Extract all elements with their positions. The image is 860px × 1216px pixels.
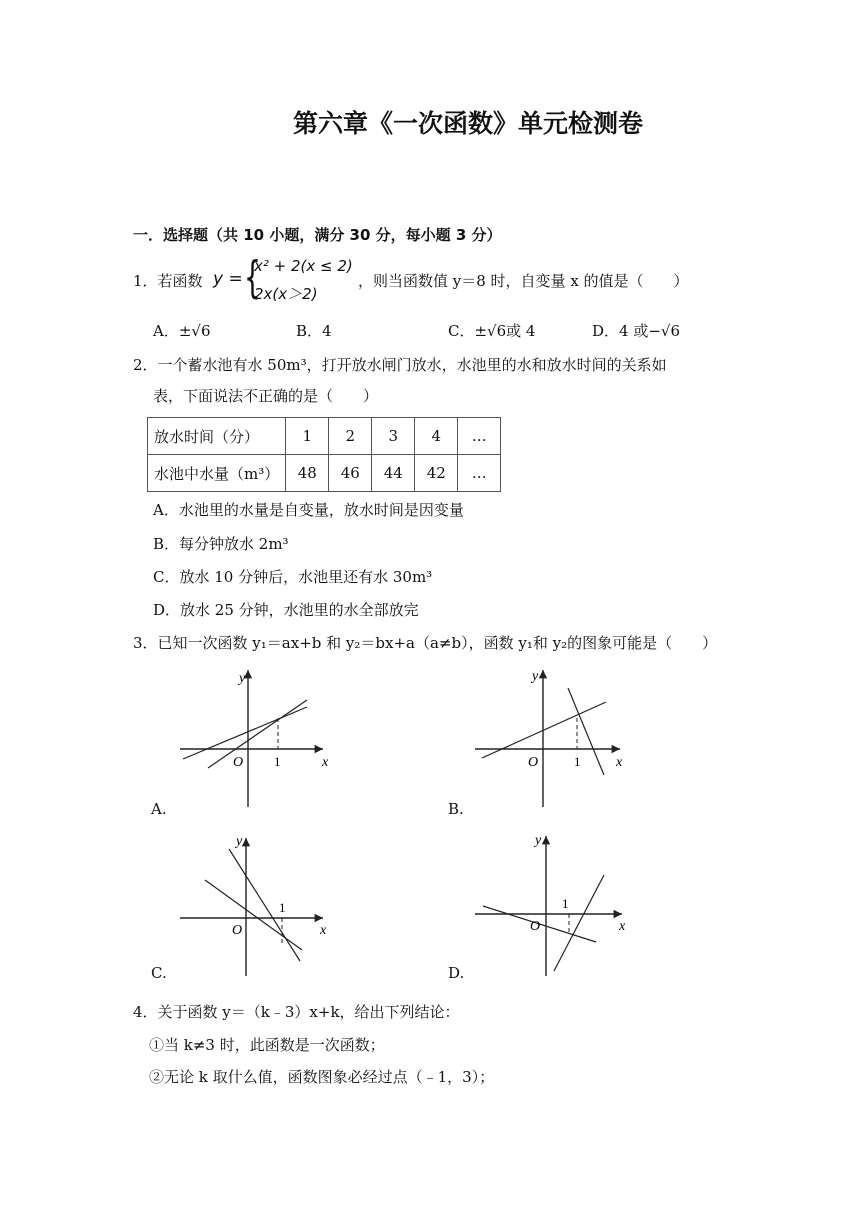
- q2-table: [147, 417, 501, 492]
- q2-option-b: B．每分钟放水 2m³: [153, 535, 289, 553]
- table-cell: 46: [329, 455, 372, 492]
- q4-line1: 4．关于函数 y＝（k﹣3）x+k，给出下列结论：: [133, 1003, 460, 1021]
- table-cell: …: [458, 418, 501, 455]
- tick-label-one: 1: [574, 754, 581, 769]
- origin-label: O: [232, 923, 243, 938]
- q4-item-2: ②无论 k 取什么值，函数图象必经过点（﹣1，3）；: [149, 1068, 495, 1086]
- table-cell: 44: [372, 455, 415, 492]
- table-header-time: 放水时间（分）: [148, 418, 286, 455]
- tick-label-one: 1: [274, 754, 281, 769]
- q1-case1: x² + 2(x ≤ 2): [254, 257, 353, 275]
- q2-option-d: D．放水 25 分钟，水池里的水全部放完: [153, 601, 419, 619]
- q3-option-c: C.: [151, 964, 167, 982]
- y-axis-label: y: [535, 833, 542, 848]
- tick-label-one: 1: [279, 900, 286, 915]
- x-axis-label: x: [619, 919, 626, 934]
- q1-option-c: C．±√6或 4: [448, 322, 536, 340]
- table-cell: …: [458, 455, 501, 492]
- x-axis-label: x: [320, 923, 327, 938]
- q2-line2: 表，下面说法不正确的是（ ）: [153, 387, 379, 405]
- q1-case2: 2x(x＞2): [254, 285, 318, 303]
- table-header-volume: 水池中水量（m³）: [148, 455, 286, 492]
- q3-option-d: D.: [448, 964, 465, 982]
- q3-text: 3．已知一次函数 y₁＝ax+b 和 y₂＝bx+a（a≠b），函数 y₁和 y₂的图象可能是（ ）: [133, 634, 718, 652]
- y-axis-label: y: [532, 669, 539, 684]
- table-cell: 4: [415, 418, 458, 455]
- table-cell: 3: [372, 418, 415, 455]
- table-row: [148, 455, 501, 492]
- q3-graph-d: [470, 828, 635, 978]
- section-heading: 一．选择题（共 10 小题，满分 30 分，每小题 3 分）: [133, 226, 502, 244]
- q1-tail: ，则当函数值 y＝8 时，自变量 x 的值是（ ）: [358, 272, 689, 290]
- x-axis-label: x: [616, 755, 623, 770]
- q2-option-a: A．水池里的水量是自变量，放水时间是因变量: [153, 501, 464, 519]
- origin-label: O: [530, 919, 541, 934]
- q2-line1: 2．一个蓄水池有水 50m³，打开放水闸门放水，水池里的水和放水时间的关系如: [133, 356, 667, 374]
- q1-option-a: A．±√6: [153, 322, 211, 340]
- tick-label-one: 1: [562, 896, 569, 911]
- q3-graph-c: [175, 828, 335, 978]
- q4-item-1: ①当 k≠3 时，此函数是一次函数；: [149, 1036, 385, 1054]
- y-axis-label: y: [236, 834, 243, 849]
- q1-option-d: D．4 或−√6: [592, 322, 681, 340]
- table-cell: 2: [329, 418, 372, 455]
- q3-option-a: A.: [151, 800, 167, 818]
- x-axis-label: x: [322, 755, 329, 770]
- origin-label: O: [233, 755, 244, 770]
- origin-label: O: [528, 755, 539, 770]
- q3-graph-b: [470, 662, 635, 812]
- table-row: [148, 418, 501, 455]
- q1-brace: {: [244, 252, 261, 303]
- q1-y-equals: y =: [213, 269, 243, 289]
- q1-number: 1．若函数: [133, 272, 203, 290]
- table-cell: 48: [286, 455, 329, 492]
- page-title: 第六章《一次函数》单元检测卷: [292, 109, 643, 138]
- q2-option-c: C．放水 10 分钟后，水池里还有水 30m³: [153, 568, 433, 586]
- q1-option-b: B．4: [296, 322, 332, 340]
- table-cell: 1: [286, 418, 329, 455]
- table-cell: 42: [415, 455, 458, 492]
- y-axis-label: y: [239, 671, 246, 686]
- q3-option-b: B.: [448, 800, 464, 818]
- q3-graph-a: [175, 662, 335, 812]
